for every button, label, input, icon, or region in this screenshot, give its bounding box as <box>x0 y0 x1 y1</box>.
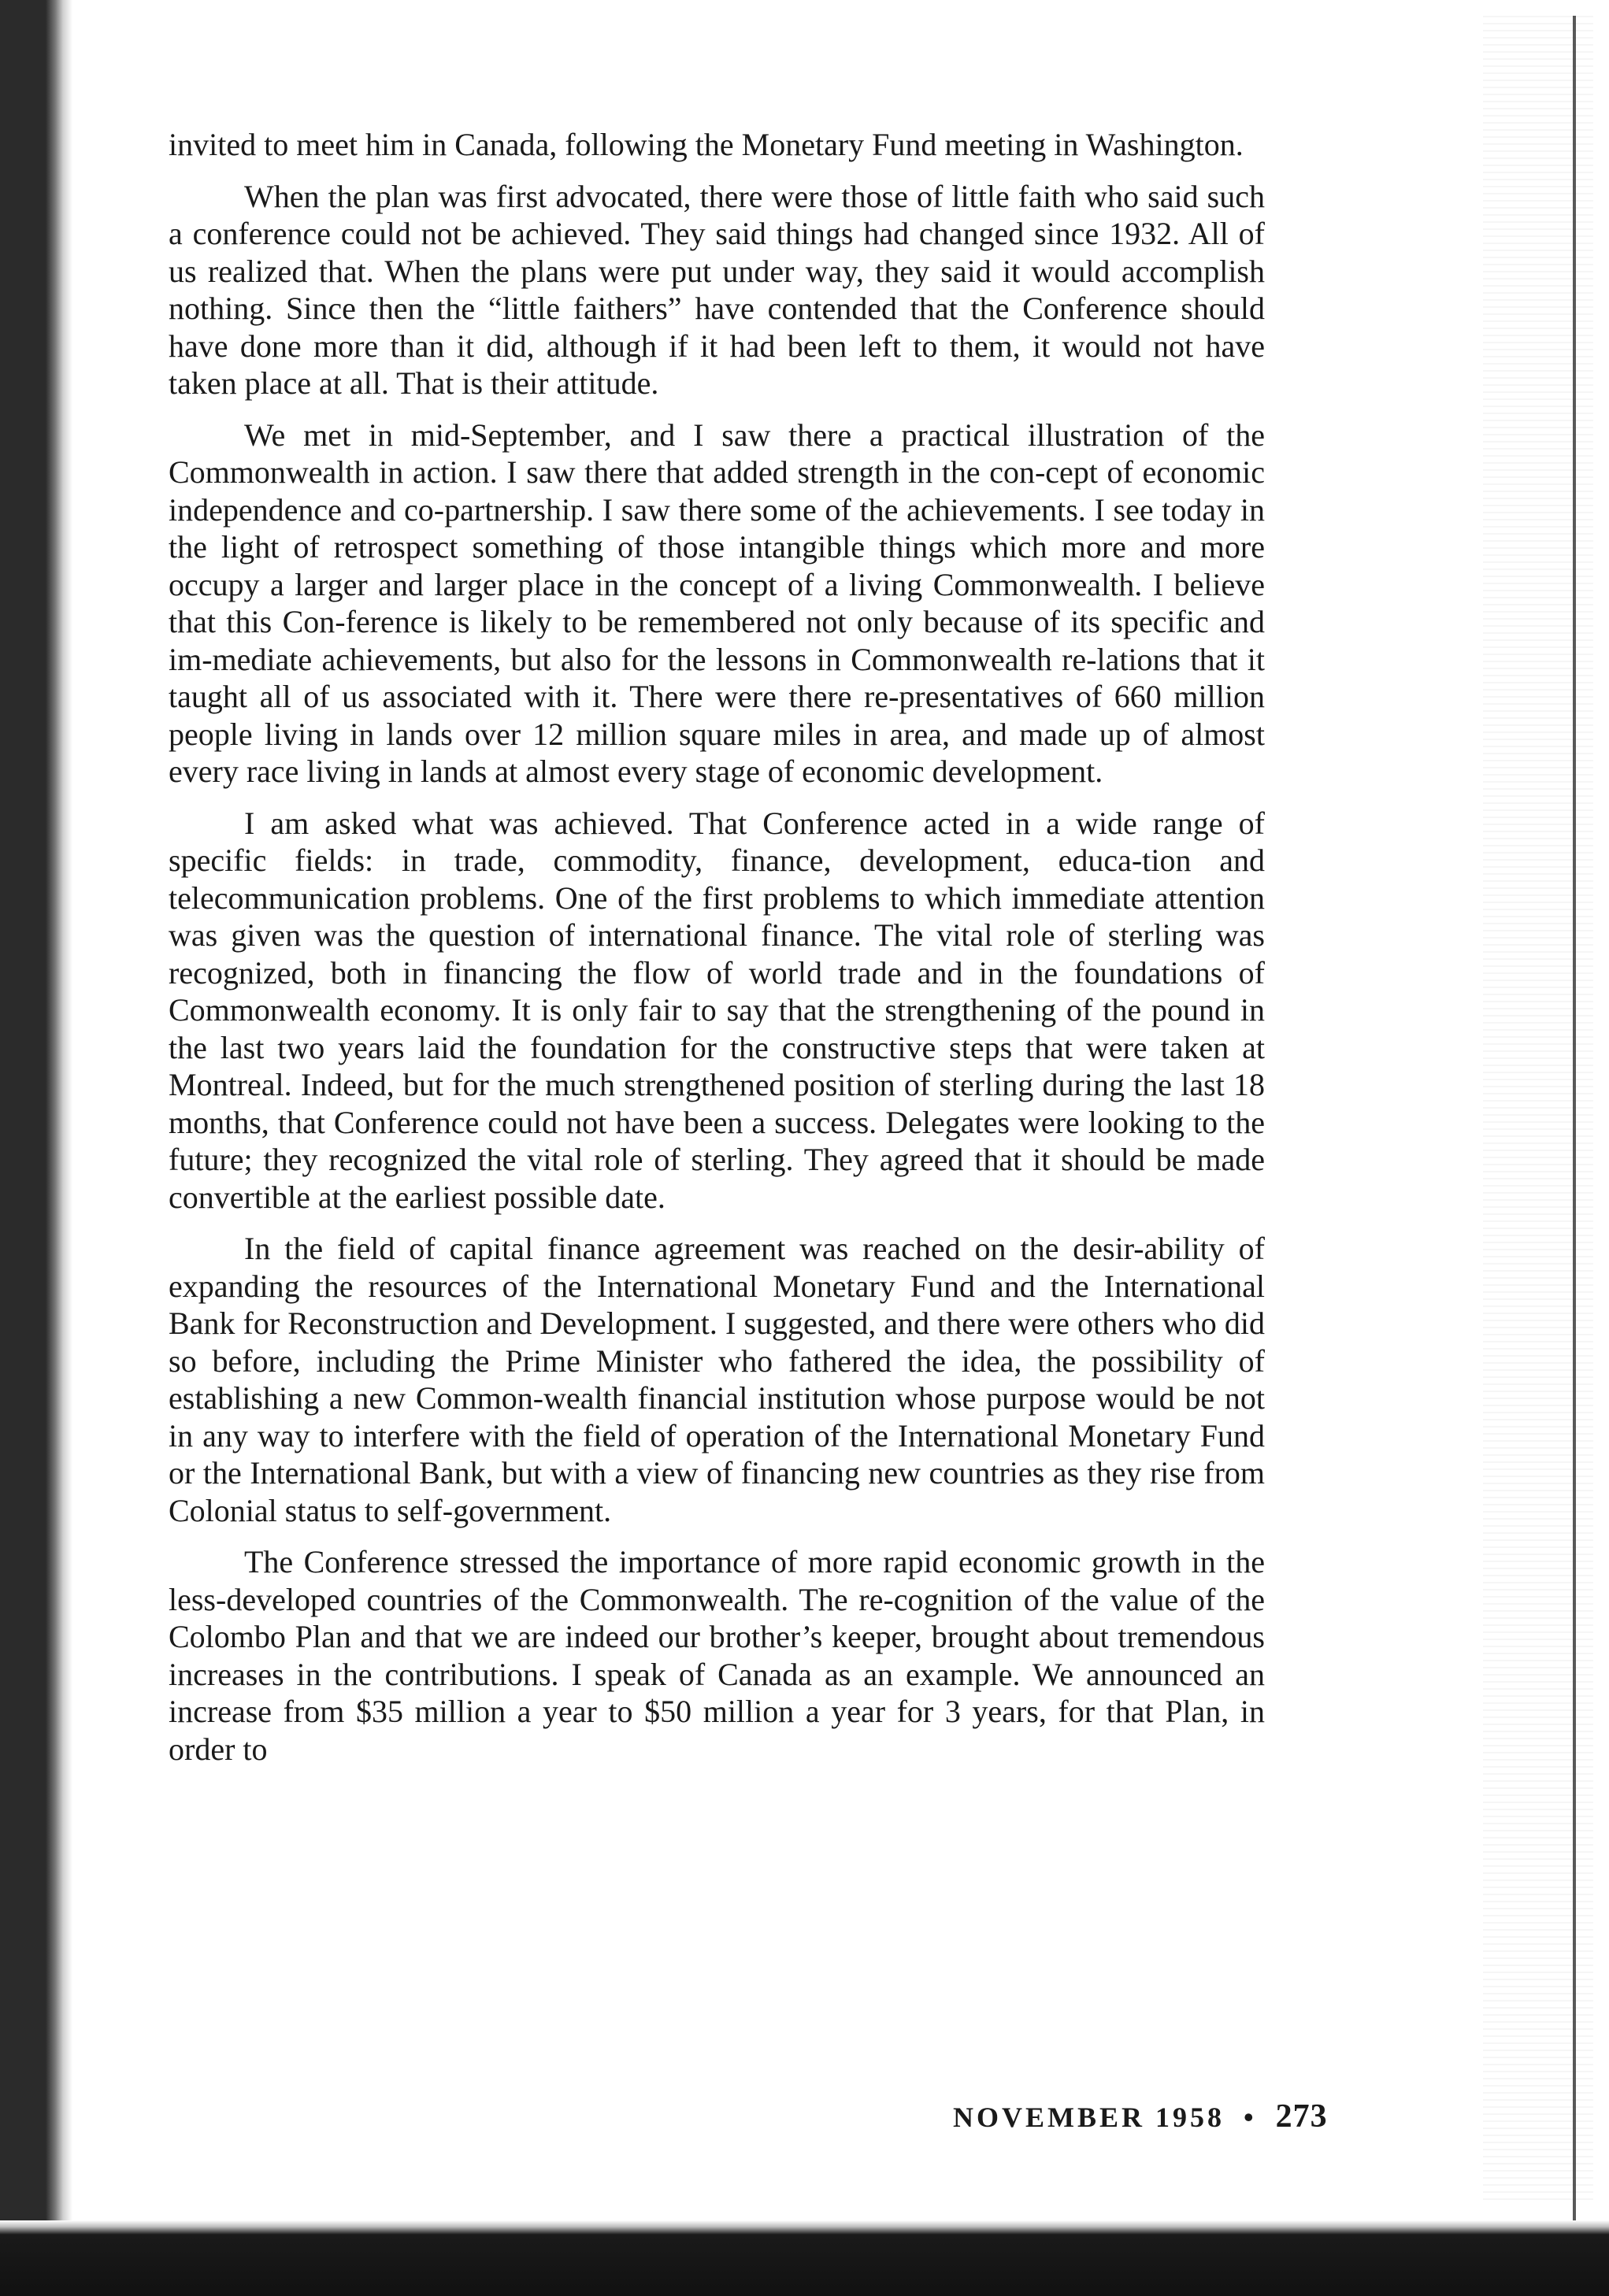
paragraph-2: When the plan was first advocated, there were those of little faith who said such a conference could not be achieved. They said things had changed since 1932. All of us realized that. When the plans were put under way, they said it would accomplish nothing. Since then the “little faithers” have contended that the Conference should have done more than it did, although if it had been left to them, it would not have taken place at all. That is their attitude. <box>169 178 1265 401</box>
paragraph-4: I am asked what was achieved. That Conference acted in a wide range of specific fields: in trade, commodity, finance, development, educa-tion and telecommunication problems. One of the first problems to which immediate attention was given was the question of international finance. The vital role of sterling was recognized, both in financing the flow of world trade and in the foundations of Commonwealth economy. It is only fair to say that the strengthening of the pound in the last two years laid the foundation for the constructive steps that were taken at Montreal. Indeed, but for the much strengthened position of sterling during the last 18 months, that Conference could not have been a success. Delegates were looking to the future; they recognized the vital role of sterling. They agreed that it should be made convertible at the earliest possible date. <box>169 805 1265 1215</box>
paragraph-1: invited to meet him in Canada, following the Monetary Fund meeting in Washington. <box>169 127 1244 162</box>
page-number: 273 <box>1275 2098 1328 2135</box>
issue-date: NOVEMBER 1958 <box>953 2102 1225 2133</box>
scan-edge-right <box>1573 16 1576 2220</box>
paragraph-5: In the field of capital finance agreement was reached on the desir-ability of expanding the resources of the International Monetary Fund and the International Bank for Reconstruction and Development. I suggested, and there were others who did so before, including the Prime Minister who fathered the idea, the possibility of establishing a new Common-wealth financial institution whose purpose would be not in any way to interfere with the field of operation of the International Monetary Fund or the International Bank, but with a view of financing new countries as they rise from Colonial status to self-government. <box>169 1231 1265 1528</box>
paragraph-3: We met in mid-September, and I saw there a practical illustration of the Commonwealth in action. I saw there that added strength in the con-cept of economic independence and co-partnership. I saw there some of the achievements. I see today in the light of retrospect something of those intangible things which more and more occupy a larger and larger place in the concept of a living Commonwealth. I believe that this Con-ference is likely to be remembered not only because of its specific and im-mediate achievements, but also for the lessons in Commonwealth re-lations that it taught all of us associated with it. There were there re-presentatives of 660 million people living in lands over 12 million square miles in area, and made up of almost every race living in lands at almost every stage of economic development. <box>169 417 1265 789</box>
scan-noise-right <box>1483 16 1593 2205</box>
paragraph-6: The Conference stressed the importance of more rapid economic growth in the less-developed countries of the Commonwealth. The re-cognition of the value of the Colombo Plan and that we are indeed our brother’s keeper, brought about tremendous increases in the contributions. I speak of Canada as an example. We announced an increase from $35 million a year to $50 million a year for 3 years, for that Plan, in order to <box>169 1544 1265 1767</box>
page-footer <box>953 2098 1328 2135</box>
scan-shadow-bottom <box>0 2220 1609 2296</box>
article-body <box>169 126 1265 1782</box>
footer-separator: • <box>1244 2102 1257 2133</box>
scan-shadow-left <box>0 0 72 2296</box>
